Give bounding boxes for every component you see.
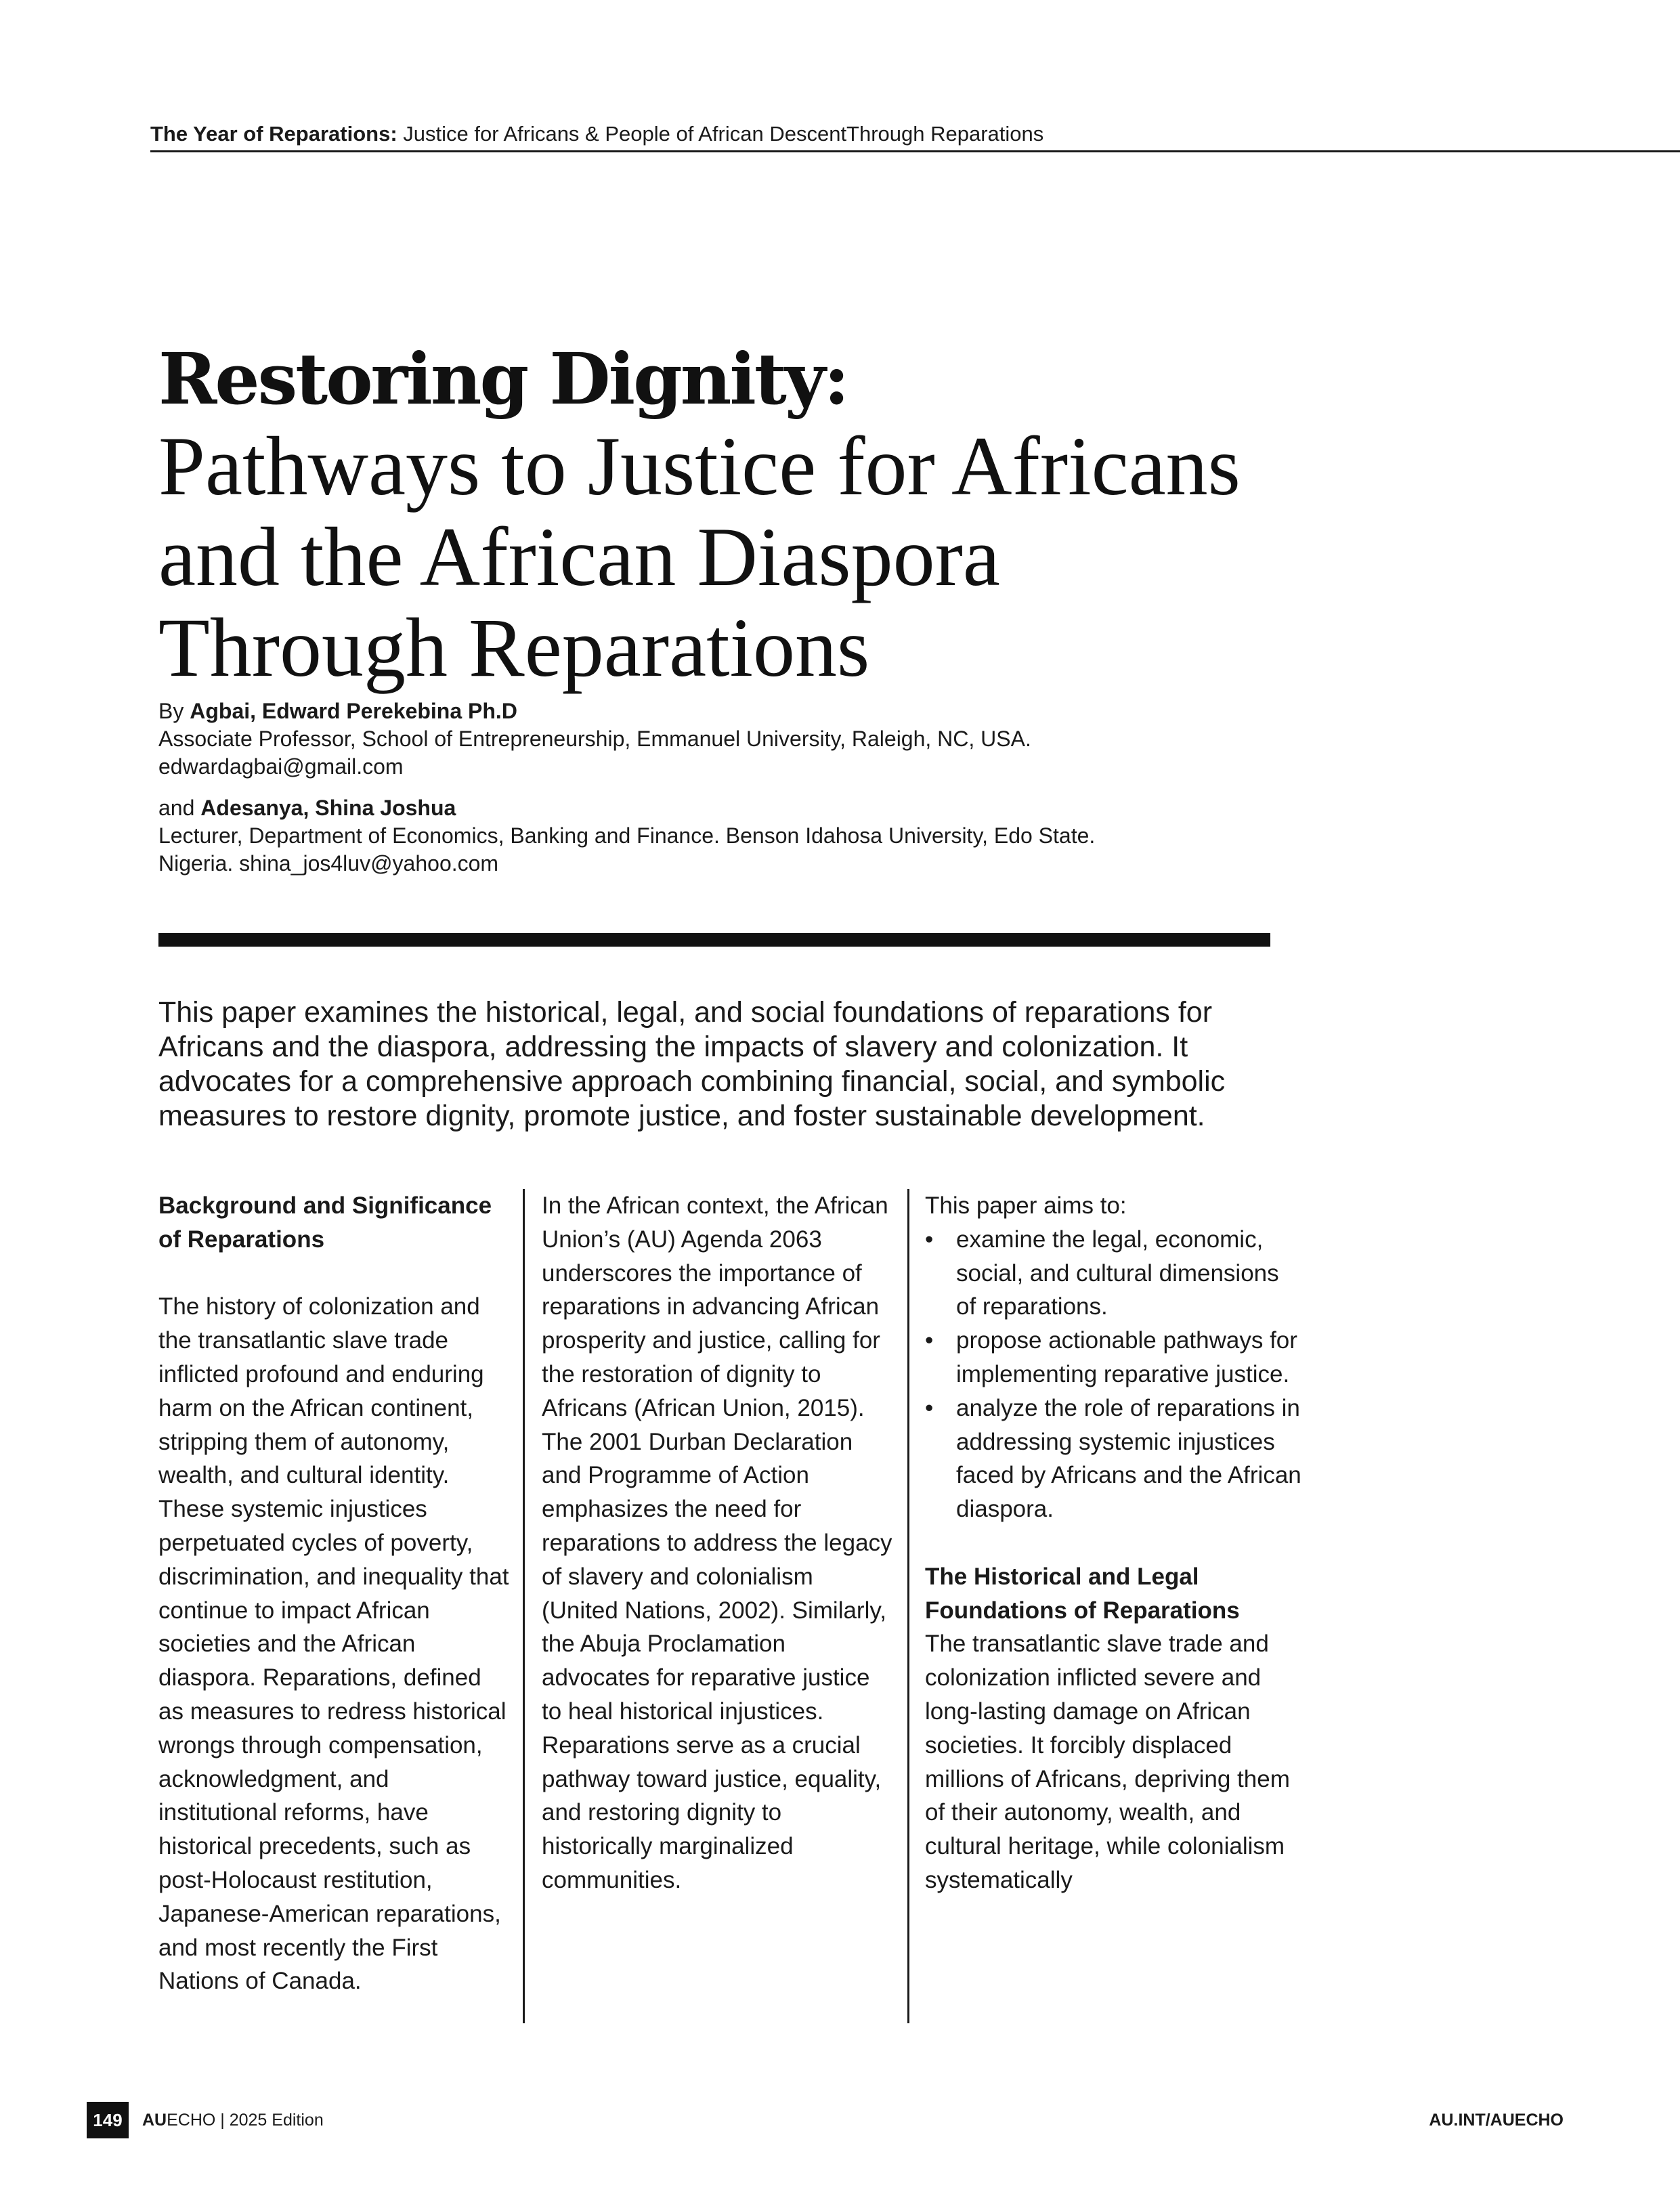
column-divider	[907, 1189, 909, 2023]
list-item-text: propose actionable pathways for implementing reparative justice.	[956, 1327, 1297, 1387]
title-subtitle-line: and the African Diaspora	[158, 511, 1000, 603]
aims-intro: This paper aims to:	[925, 1192, 1127, 1219]
title-main: Restoring Dignity:	[158, 337, 848, 420]
by-label: By	[158, 699, 184, 723]
column-3	[925, 1189, 1304, 1897]
brand-edition: ECHO | 2025 Edition	[167, 2111, 324, 2130]
page-number: 149	[87, 2102, 129, 2138]
series-subtitle: Justice for Africans & People of African DescentThrough Reparations	[403, 122, 1044, 146]
list-item	[925, 1223, 1304, 1324]
list-item	[925, 1324, 1304, 1392]
author2-affiliation-continued: Nigeria. shina_jos4luv@yahoo.com	[158, 851, 499, 876]
footer-website-link[interactable]: AU.INT/AUECHO	[1429, 2111, 1564, 2130]
title-subtitle-line: Pathways to Justice for Africans	[158, 420, 1241, 513]
body-paragraph: The transatlantic slave trade and colonization inflicted severe and long-lasting damage on African societies. It forcibly displaced millions of Africans, depriving them of their autonomy, wealth, and cultural heritage, while colonialism systematically	[925, 1631, 1290, 1893]
bullet-icon: •	[925, 1226, 934, 1253]
author1-affiliation: Associate Professor, School of Entrepreneurship, Emmanuel University, Raleigh, NC, USA.	[158, 727, 1031, 751]
bullet-icon: •	[925, 1394, 934, 1421]
column-1	[158, 1189, 511, 1998]
series-label: The Year of Reparations:	[150, 122, 397, 146]
author1-name: Agbai, Edward Perekebina Ph.D	[190, 699, 517, 723]
list-item	[925, 1392, 1304, 1526]
running-header	[150, 118, 1680, 152]
column-divider	[523, 1189, 525, 2023]
author1-email: edwardagbai@gmail.com	[158, 754, 404, 779]
section-heading: Background and Significance of Reparations	[158, 1192, 492, 1253]
body-paragraph: In the African context, the African Union’s (AU) Agenda 2063 underscores the importance of reparations in advancing African prosperity and justice, calling for the restoration of dignity to Africans (African Union, 2015). The 2001 Durban Declaration and Programme of Action emphasizes the need for reparations to address the legacy of slavery and colonialism (United Nations, 2002). Similarly, the Abuja Proclamation advocates for reparative justice to heal historical injustices. Reparations serve as a crucial pathway toward justice, equality, and restoring dignity to historically marginalized communities.	[542, 1192, 892, 1893]
article-title	[158, 337, 1310, 693]
body-paragraph: The history of colonization and the transatlantic slave trade inflicted profound and enduring harm on the African continent, stripping them of autonomy, wealth, and cultural identity. These systemic injustices perpetuated cycles of poverty, discrimination, and inequality that continue to impact African societies and the African diaspora. Reparations, defined as measures to redress historical wrongs through compensation, acknowledgment, and institutional reforms, have historical precedents, such as post-Holocaust restitution, Japanese-American reparations, and most recently the First Nations of Canada.	[158, 1293, 509, 1995]
aims-list	[925, 1223, 1304, 1526]
author2-line	[158, 794, 1310, 822]
section-divider	[158, 933, 1270, 947]
author2-affiliation: Lecturer, Department of Economics, Banking and Finance. Benson Idahosa University, Edo State.	[158, 823, 1096, 848]
title-subtitle-line: Through Reparations	[158, 601, 870, 694]
author1-line	[158, 697, 1310, 725]
footer-brand	[142, 2102, 324, 2138]
brand-bold: AU	[142, 2111, 167, 2130]
list-item-text: examine the legal, economic, social, and cultural dimensions of reparations.	[956, 1226, 1279, 1320]
author2-name: Adesanya, Shina Joshua	[200, 796, 456, 820]
title-subtitle	[158, 421, 1310, 693]
bullet-icon: •	[925, 1327, 934, 1354]
abstract: This paper examines the historical, legal, and social foundations of reparations for Africans and the diaspora, addressing the impacts of slavery and colonization. It advocates for a comprehensive approach combining financial, social, and symbolic measures to restore dignity, promote justice, and foster sustainable development.	[158, 996, 1226, 1132]
list-item-text: analyze the role of reparations in addressing systemic injustices faced by Africans and the African diaspora.	[956, 1394, 1301, 1523]
section-heading: The Historical and Legal Foundations of Reparations	[925, 1563, 1240, 1624]
and-label: and	[158, 796, 195, 820]
column-2	[542, 1189, 894, 1897]
byline	[158, 697, 1310, 878]
